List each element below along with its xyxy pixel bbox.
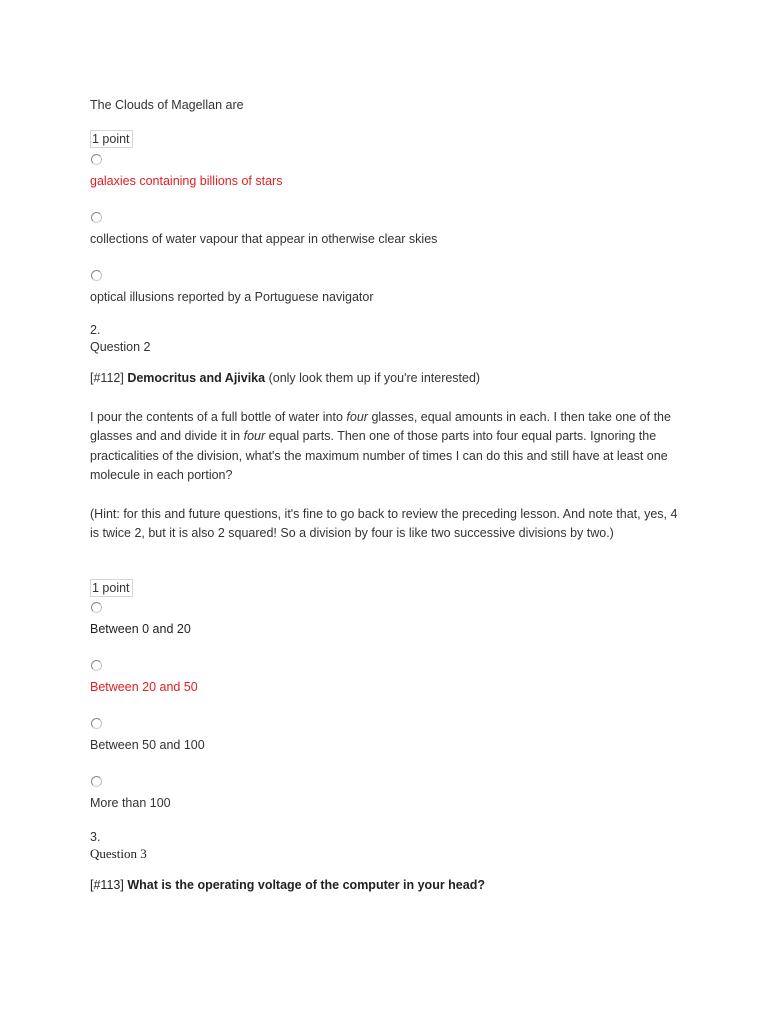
q2-body-text-b: glasses, equal amounts in each. I then take one of the glasses and and divide it in [90,410,671,444]
q1-option-2-label[interactable]: collections of water vapour that appear in otherwise clear skies [90,232,438,246]
q2-option-1-label[interactable]: Between 0 and 20 [90,622,191,636]
q1-option-1-radio[interactable] [91,154,102,165]
q2-body-text-c: equal parts. Then one of those parts into four equal parts. Ignoring the practicalities of the division, what's the maximum number of times I can do this and still have at least one molecule in each portion? [90,429,668,482]
q2-points-badge: 1 point [90,579,133,597]
q2-option-4-label[interactable]: More than 100 [90,796,171,810]
q2-title: Democritus and Ajivika [127,371,266,385]
q2-tag: [#112] [90,371,124,385]
q2-hint-paragraph: (Hint: for this and future questions, it's fine to go back to review the preceding lesson. And note that, yes, 4 is twice 2, but it is also 2 squared! So a division by four is like two successive divisions by two.) [90,507,678,541]
q2-option-4-radio[interactable] [91,776,102,787]
q3-heading: Question 3 [90,846,147,861]
q2-body-emphasis-1: four [346,410,368,424]
q3-title: What is the operating voltage of the computer in your head? [127,878,485,892]
q1-points-badge: 1 point [90,130,133,148]
q1-option-2-radio[interactable] [91,212,102,223]
q3-tag: [#113] [90,878,124,892]
q2-option-3-label[interactable]: Between 50 and 100 [90,738,205,752]
q2-heading: Question 2 [90,340,151,354]
q2-title-line [90,369,480,387]
q1-option-3-radio[interactable] [91,270,102,281]
q1-option-1-label[interactable]: galaxies containing billions of stars [90,174,283,188]
q2-option-1-radio[interactable] [91,602,102,613]
q2-option-2-label[interactable]: Between 20 and 50 [90,680,198,694]
q2-body-paragraph [90,408,678,485]
q2-option-3-radio[interactable] [91,718,102,729]
q1-option-3-label[interactable]: optical illusions reported by a Portuguese navigator [90,290,374,304]
q3-number: 3. [90,830,101,844]
q2-body-text-a: I pour the contents of a full bottle of water into [90,410,343,424]
q3-title-line [90,876,485,894]
q2-number: 2. [90,323,101,337]
q2-title-note: (only look them up if you're interested) [268,371,481,385]
q2-body-emphasis-2: four [243,429,266,444]
q2-option-2-radio[interactable] [91,660,102,671]
q1-prompt: The Clouds of Magellan are [90,98,244,112]
